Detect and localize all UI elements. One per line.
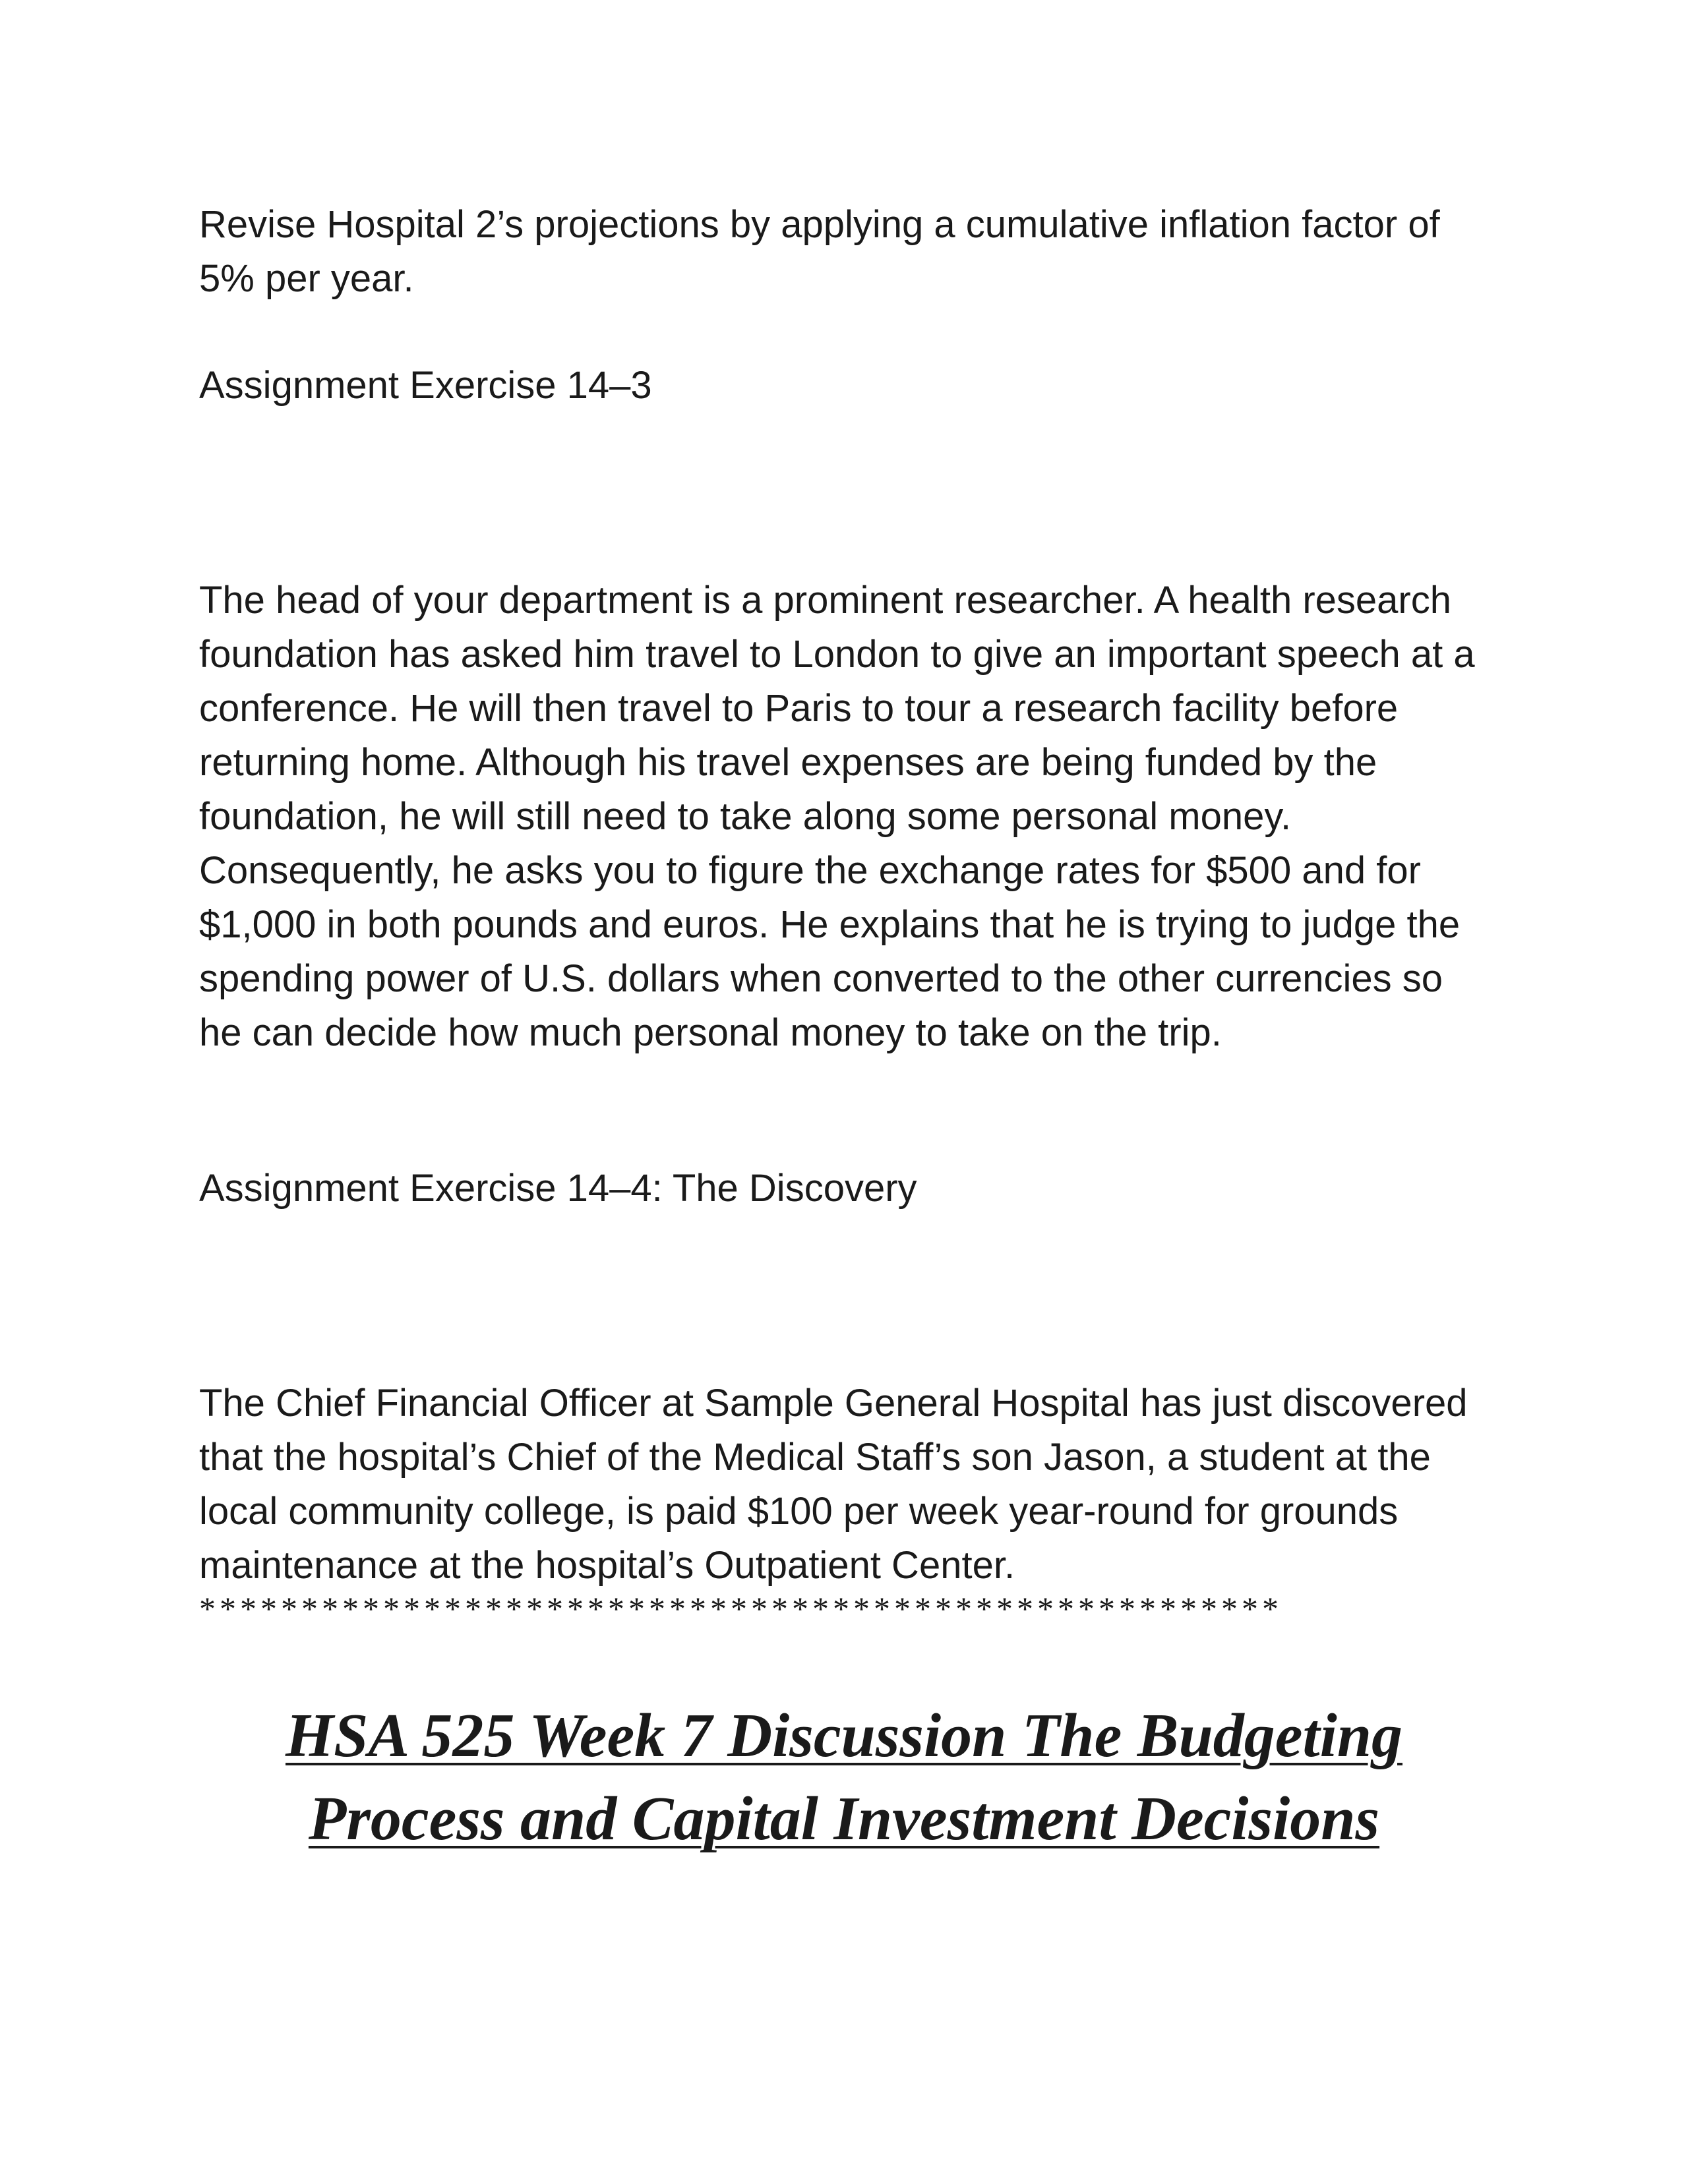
paragraph-discovery: The Chief Financial Officer at Sample General Hospital has just discovered that the hospital’s Chief of the Medical Staff’s son Jason, a student at the local community college, is paid $100 per week year-round for grounds maintenance at the hospital’s Outpatient Center. bbox=[199, 1382, 1468, 1587]
heading-exercise-14-4: Assignment Exercise 14–4: The Discovery bbox=[199, 1167, 917, 1210]
paragraph-inflation-revision: Revise Hospital 2’s projections by applying a cumulative inflation factor of 5% per year. bbox=[199, 203, 1440, 300]
paragraph-exchange-rates: The head of your department is a prominent researcher. A health research foundation has asked him travel to London to give an important speech at a conference. He will then travel to Paris to tour a research facility before returning home. Although his travel expenses are being funded by the foundation, he will still need to take along some personal money. Consequently, he asks you to figure the exchange rates for $500 and for $1,000 in both pounds and euros. He explains that he is trying to judge the spending power of U.S. dollars when converted to the other currencies so he can decide how much personal money to take on the trip. bbox=[199, 579, 1475, 1054]
asterisk-separator: ***************************************************** bbox=[199, 1590, 1282, 1627]
title-line-1-container bbox=[171, 1694, 1517, 1777]
document-title[interactable] bbox=[171, 1694, 1517, 1860]
title-line-1[interactable]: HSA 525 Week 7 Discussion The Budgeting bbox=[285, 1701, 1403, 1770]
title-line-2-container bbox=[171, 1777, 1517, 1860]
title-line-2[interactable]: Process and Capital Investment Decisions bbox=[308, 1785, 1380, 1853]
heading-exercise-14-3: Assignment Exercise 14–3 bbox=[199, 364, 652, 407]
